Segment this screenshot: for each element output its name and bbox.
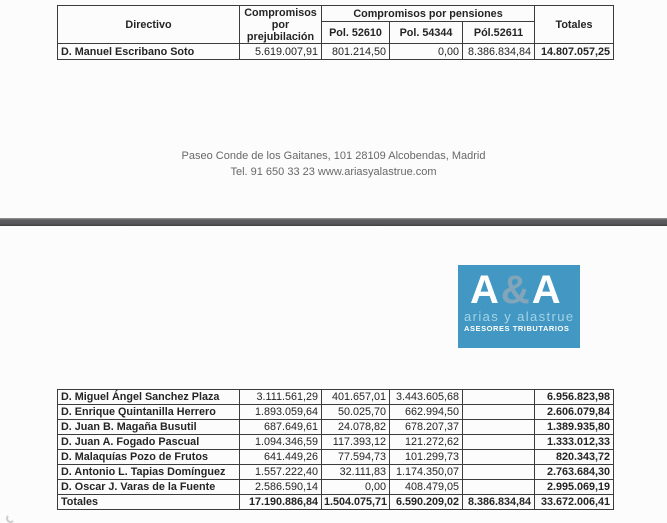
cell-pol-52610: 24.078,82	[322, 420, 390, 435]
table-row	[58, 405, 614, 420]
cell-pol-52610: 1.504.075,71	[322, 495, 390, 510]
contact-line: Tel. 91 650 33 23 www.ariasyalastrue.com	[230, 166, 437, 178]
cell-directivo: D. Miguel Ángel Sanchez Plaza	[58, 390, 240, 405]
cell-pol-52611	[463, 465, 535, 480]
cell-total: 1.333.012,33	[535, 435, 614, 450]
company-logo	[458, 265, 580, 348]
cell-pol-52610: 401.657,01	[322, 390, 390, 405]
logo-letter-a2: A	[531, 268, 563, 312]
cell-directivo: D. Antonio L. Tapias Domínguez	[58, 465, 240, 480]
cell-pol-54344: 1.174.350,07	[390, 465, 463, 480]
cell-pol-52610: 117.393,12	[322, 435, 390, 450]
cell-prejubilacion: 17.190.886,84	[240, 495, 322, 510]
cell-directivo: D. Enrique Quintanilla Herrero	[58, 405, 240, 420]
cell-pol-54344: 678.207,37	[390, 420, 463, 435]
cell-total: 2.763.684,30	[535, 465, 614, 480]
logo-company-name: arias y alastrue	[464, 309, 575, 324]
cell-pol-54344: 121.272,62	[390, 435, 463, 450]
col-header-prejubilacion: Compromisos por prejubilación	[240, 6, 322, 44]
cell-prejubilacion: 641.449,26	[240, 450, 322, 465]
table-row	[58, 465, 614, 480]
cell-directivo: D. Juan B. Magaña Busutil	[58, 420, 240, 435]
col-header-pensiones-group: Compromisos por pensiones	[322, 6, 535, 22]
cell-pol-52611	[463, 390, 535, 405]
cell-pol-52611	[463, 480, 535, 495]
cell-total: 6.956.823,98	[535, 390, 614, 405]
cell-pol-52611	[463, 405, 535, 420]
cell-pol-54344: 0,00	[390, 44, 463, 60]
cell-pol-52610: 0,00	[322, 480, 390, 495]
cell-directivo: D. Malaquías Pozo de Frutos	[58, 450, 240, 465]
cell-pol-52610: 32.111,83	[322, 465, 390, 480]
cell-pol-54344: 408.479,05	[390, 480, 463, 495]
col-header-pol-54344: Pol. 54344	[390, 22, 463, 44]
cell-prejubilacion: 2.586.590,14	[240, 480, 322, 495]
cell-total: 33.672.006,41	[535, 495, 614, 510]
cell-totals-label: Totales	[58, 495, 240, 510]
cell-pol-52611	[463, 420, 535, 435]
cell-prejubilacion: 1.557.222,40	[240, 465, 322, 480]
table-row	[58, 435, 614, 450]
table-row	[58, 480, 614, 495]
logo-letter-a1: A	[470, 268, 501, 312]
address-line: Paseo Conde de los Gaitanes, 101 28109 Alcobendas, Madrid	[181, 150, 486, 162]
logo-monogram	[470, 268, 563, 312]
cell-pol-52610: 801.214,50	[322, 44, 390, 60]
cell-pol-54344: 3.443.605,68	[390, 390, 463, 405]
cell-pol-52610: 77.594,73	[322, 450, 390, 465]
table-row	[58, 390, 614, 405]
page-break-divider	[0, 218, 667, 226]
col-header-pol-52611: Pól.52611	[463, 22, 535, 44]
cell-directivo: D. Manuel Escribano Soto	[58, 44, 240, 60]
col-header-pol-52610: Pol. 52610	[322, 22, 390, 44]
cell-total: 14.807.057,25	[535, 44, 614, 60]
cell-total: 820.343,72	[535, 450, 614, 465]
table-row	[58, 420, 614, 435]
logo-tagline: ASESORES TRIBUTARIOS	[464, 324, 570, 333]
cell-prejubilacion: 1.893.059,64	[240, 405, 322, 420]
letterhead-footer	[0, 148, 667, 180]
col-header-totales: Totales	[535, 6, 614, 44]
page2-commitments-table	[57, 389, 614, 510]
cell-prejubilacion: 687.649,61	[240, 420, 322, 435]
cell-prejubilacion: 1.094.346,59	[240, 435, 322, 450]
cell-total: 2.995.069,19	[535, 480, 614, 495]
cell-pol-52611	[463, 450, 535, 465]
col-header-directivo: Directivo	[58, 6, 240, 44]
cell-pol-52611	[463, 435, 535, 450]
scan-artifact-mark	[6, 514, 15, 523]
cell-directivo: D. Oscar J. Varas de la Fuente	[58, 480, 240, 495]
cell-pol-54344: 662.994,50	[390, 405, 463, 420]
logo-ampersand: &	[500, 268, 532, 312]
table-row	[58, 44, 614, 60]
cell-total: 1.389.935,80	[535, 420, 614, 435]
table-header-row	[58, 6, 614, 22]
cell-directivo: D. Juan A. Fogado Pascual	[58, 435, 240, 450]
cell-pol-52611: 8.386.834,84	[463, 44, 535, 60]
cell-pol-54344: 6.590.209,02	[390, 495, 463, 510]
cell-prejubilacion: 5.619.007,91	[240, 44, 322, 60]
totals-row	[58, 495, 614, 510]
page1-commitments-table	[57, 5, 614, 60]
cell-pol-54344: 101.299,73	[390, 450, 463, 465]
cell-pol-52611: 8.386.834,84	[463, 495, 535, 510]
cell-pol-52610: 50.025,70	[322, 405, 390, 420]
cell-total: 2.606.079,84	[535, 405, 614, 420]
table-row	[58, 450, 614, 465]
cell-prejubilacion: 3.111.561,29	[240, 390, 322, 405]
